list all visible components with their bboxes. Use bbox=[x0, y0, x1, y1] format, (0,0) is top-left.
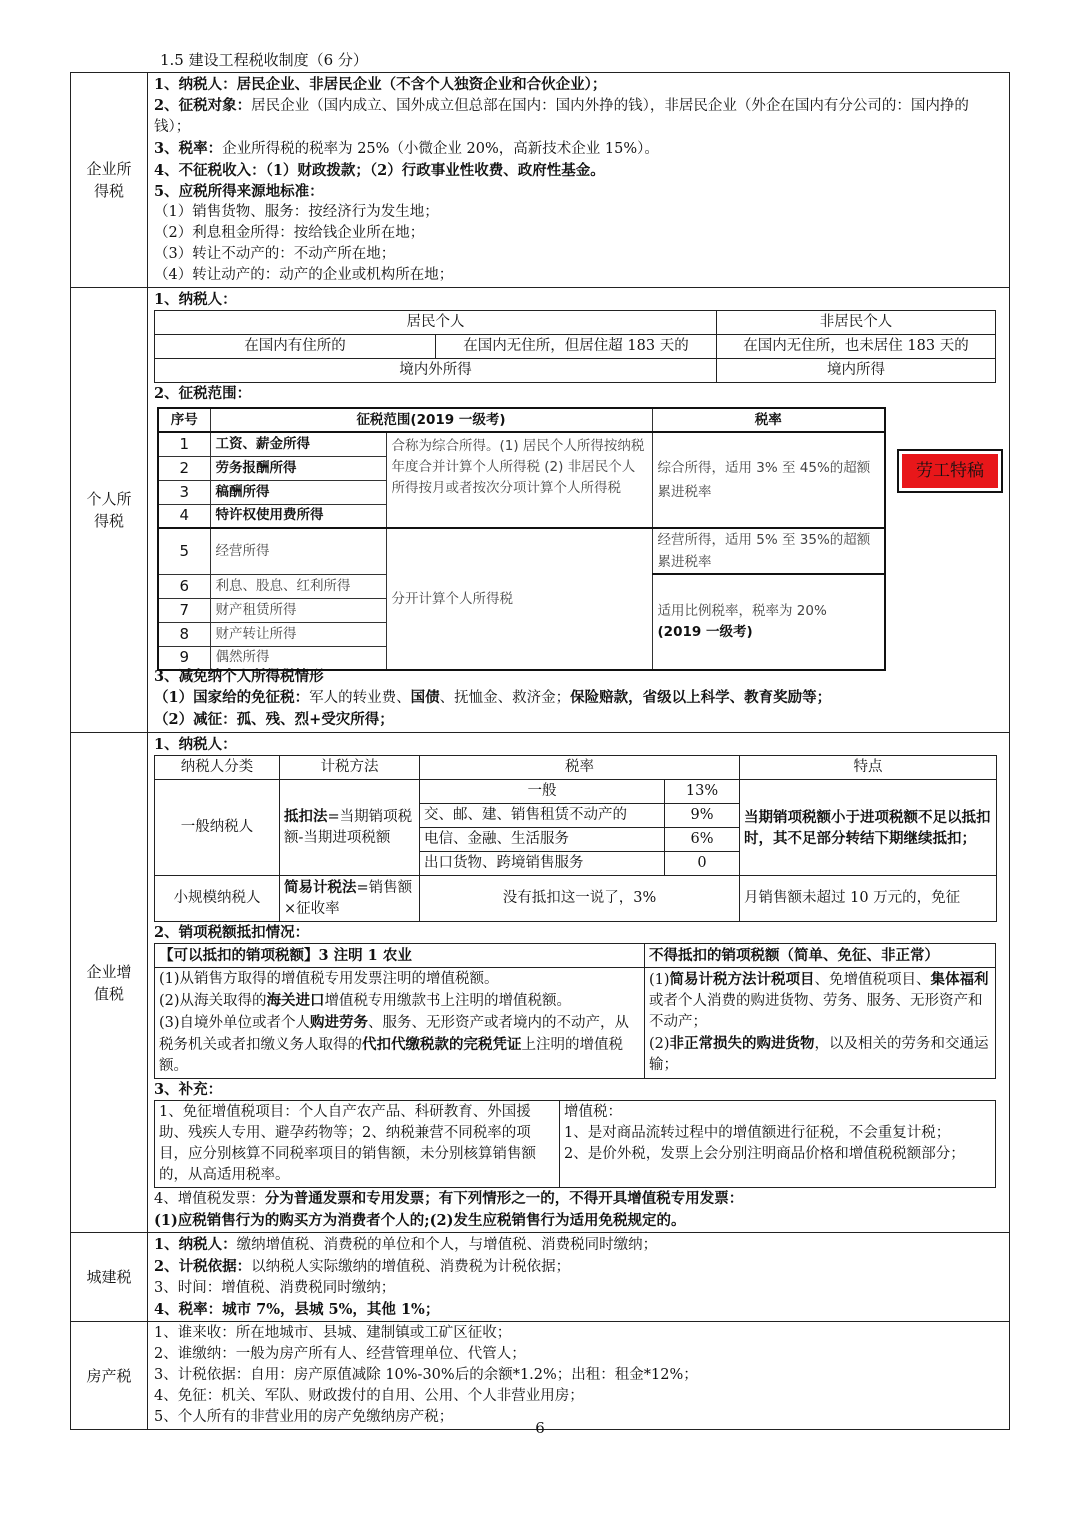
small-feature: 月销售额未超过 10 万元的，免征 bbox=[740, 876, 997, 922]
city-body bbox=[148, 1233, 1010, 1322]
cannot-item-1: (1)简易计税方法计税项目、免增值税项目、集体福利或者个人消费的购进货物、劳务、服务、无形资产和不动产； bbox=[649, 971, 989, 1030]
small-rate: 没有抵扣这一说了，3% bbox=[420, 876, 740, 922]
vat-h-method: 计税方法 bbox=[280, 756, 420, 780]
cit-line-4: 4、不征税收入：（1）财政拨款；（2）行政事业性收费、政府性基金。 bbox=[154, 162, 605, 179]
property-line-1: 1、谁来收：所在地城市、县城、建制镇或工矿区征收； bbox=[154, 1325, 512, 1341]
img-header-rate: 税率 bbox=[652, 408, 885, 432]
rate-value: 6% bbox=[665, 828, 740, 852]
property-body bbox=[148, 1322, 1010, 1430]
item-name: 财产租赁所得 bbox=[210, 598, 386, 622]
iit-scope-title: 2、征税范围： bbox=[154, 385, 252, 402]
item-name: 经营所得 bbox=[210, 528, 386, 574]
vat-row bbox=[71, 733, 1010, 1233]
resident-183: 在国内无住所，但居住超 183 天的 bbox=[436, 335, 717, 359]
cannot-item-2: (2)非正常损失的购进货物，以及相关的劳务和交通运输； bbox=[649, 1035, 989, 1073]
img-header-scope: 征税范围(2019 一级考) bbox=[210, 408, 652, 432]
rate-item: 交、邮、建、销售租赁不动产的 bbox=[420, 804, 665, 828]
can-item-2: (2)从海关取得的海关进口增值税专用缴款书上注明的增值税额。 bbox=[159, 992, 572, 1009]
rate-item: 出口货物、跨境销售服务 bbox=[420, 852, 665, 876]
item-name: 偶然所得 bbox=[210, 646, 386, 670]
supp-left: 1、免征增值税项目：个人自产农产品、科研教育、外国援助、残疾人专用、避孕药物等；2、纳税兼营不同税率的项目，应分别核算不同税率项目的销售额，未分别核算销售额的，从高适用税率。 bbox=[155, 1101, 560, 1188]
vat-h-rate: 税率 bbox=[420, 756, 740, 780]
city-line-3: 3、时间：增值税、消费税同时缴纳； bbox=[154, 1280, 396, 1296]
general-taxpayer: 一般纳税人 bbox=[155, 780, 280, 876]
can-item-3: (3)自境外单位或者个人购进劳务、服务、无形资产或者境内的不动产，从税务机关或者扣缴义务人取得的代扣代缴税款的完税凭证上注明的增值税额。 bbox=[159, 1014, 630, 1074]
item-no: 2 bbox=[158, 456, 210, 480]
vat-invoice-cases: (1)应税销售行为的购买方为消费者个人的;(2)发生应税销售行为适用免税规定的。 bbox=[154, 1212, 686, 1229]
nonresident-183: 在国内无住所，也未居住 183 天的 bbox=[717, 335, 996, 359]
vat-body bbox=[148, 733, 1010, 1233]
cit-line-2: 2、征税对象：居民企业（国内成立、国外成立但总部在国内：国内外挣的钱），非居民企业（外企在国内有分公司的：国内挣的钱）； bbox=[154, 97, 969, 135]
nonresident-scope: 境内所得 bbox=[717, 359, 996, 383]
rate-item: 一般 bbox=[420, 780, 665, 804]
property-row bbox=[71, 1322, 1010, 1430]
can-deduct-title: 【可以抵扣的销项税额】3 注明 1 农业 bbox=[155, 944, 645, 968]
iit-relief-2: （2）减征：孤、残、烈+受灾所得； bbox=[154, 711, 394, 728]
item-name: 特许权使用费所得 bbox=[210, 504, 386, 528]
cit-row bbox=[71, 73, 1010, 288]
vat-supp-title: 3、补充： bbox=[154, 1081, 223, 1098]
property-line-5: 5、个人所有的非营业用的房产免缴纳房产税； bbox=[154, 1409, 454, 1425]
vat-category: 企业增值税 bbox=[71, 733, 148, 1233]
vat-h-feature: 特点 bbox=[740, 756, 997, 780]
item-name: 财产转让所得 bbox=[210, 622, 386, 646]
cit-body bbox=[148, 73, 1010, 288]
tax-system-table bbox=[70, 72, 1010, 1430]
vat-taxpayer-table bbox=[154, 755, 997, 922]
cit-category: 企业所得税 bbox=[71, 73, 148, 288]
supp-right bbox=[560, 1101, 996, 1188]
iit-relief-title: 3、减免纳个人所得税情形 bbox=[154, 668, 324, 685]
item-no: 8 bbox=[158, 622, 210, 646]
city-row bbox=[71, 1233, 1010, 1322]
page-number: 6 bbox=[535, 1419, 545, 1437]
cit-line-7: （2）利息租金所得：按给钱企业所在地； bbox=[154, 225, 425, 241]
nonresident-header: 非居民个人 bbox=[717, 311, 996, 335]
combined-desc: 合称为综合所得。(1) 居民个人所得按纳税年度合并计算个人所得税 (2) 非居民个人所得按月或者按次分项计算个人所得税 bbox=[386, 432, 652, 528]
supp-right-0: 增值税： bbox=[564, 1104, 622, 1120]
city-line-1: 1、纳税人：缴纳增值税、消费税的单位和个人，与增值税、消费税同时缴纳； bbox=[154, 1236, 658, 1253]
item-name: 工资、薪金所得 bbox=[210, 432, 386, 456]
small-method: 简易计税法=销售额×征收率 bbox=[280, 876, 420, 922]
supp-right-1: 1、是对商品流转过程中的增值额进行征税，不会重复计税； bbox=[564, 1125, 951, 1141]
item-no: 6 bbox=[158, 574, 210, 598]
iit-scope-figure bbox=[154, 404, 1003, 666]
item-no: 5 bbox=[158, 528, 210, 574]
vat-h-class: 纳税人分类 bbox=[155, 756, 280, 780]
rate-value: 9% bbox=[665, 804, 740, 828]
rate-value: 0 bbox=[665, 852, 740, 876]
business-rate: 经营所得，适用 5% 至 35%的超额累进税率 bbox=[652, 528, 885, 574]
resident-domicile: 在国内有住所的 bbox=[155, 335, 436, 359]
resident-scope: 境内外所得 bbox=[155, 359, 717, 383]
rate-item: 电信、金融、生活服务 bbox=[420, 828, 665, 852]
iit-resident-table bbox=[154, 310, 996, 383]
small-taxpayer: 小规模纳税人 bbox=[155, 876, 280, 922]
can-deduct-body bbox=[155, 968, 645, 1079]
resident-header: 居民个人 bbox=[155, 311, 717, 335]
section-title: 1.5 建设工程税收制度（6 分） bbox=[160, 51, 368, 69]
property-line-4: 4、免征：机关、军队、财政拨付的自用、公用、个人非营业用房； bbox=[154, 1388, 584, 1404]
cit-line-8: （3）转让不动产的：不动产所在地； bbox=[154, 246, 396, 262]
rate-value: 13% bbox=[665, 780, 740, 804]
property-line-3: 3、计税依据：自用：房产原值减除 10%-30%后的余额*1.2%；出租：租金*12%； bbox=[154, 1367, 698, 1383]
flat-rate-text: 适用比例税率，税率为 20% bbox=[657, 603, 827, 619]
iit-category: 个人所得税 bbox=[71, 288, 148, 733]
combined-rate: 综合所得，适用 3% 至 45%的超额累进税率 bbox=[652, 432, 885, 528]
cit-line-6: （1）销售货物、服务：按经济行为发生地； bbox=[154, 204, 439, 220]
general-feature: 当期销项税额小于进项税额不足以抵扣时，其不足部分转结下期继续抵扣； bbox=[740, 780, 997, 876]
property-line-2: 2、谁缴纳：一般为房产所有人、经营管理单位、代管人； bbox=[154, 1346, 526, 1362]
vat-supp-table bbox=[154, 1100, 996, 1188]
cit-line-9: （4）转让动产的：动产的企业或机构所在地； bbox=[154, 267, 454, 283]
item-no: 3 bbox=[158, 480, 210, 504]
cit-line-5: 5、应税所得来源地标准： bbox=[154, 183, 324, 200]
item-no: 7 bbox=[158, 598, 210, 622]
cannot-deduct-body bbox=[645, 968, 996, 1079]
cannot-deduct-title: 不得抵扣的销项税额（简单、免征、非正常） bbox=[645, 944, 996, 968]
vat-taxpayer-title: 1、纳税人： bbox=[154, 736, 237, 753]
iit-scope-table bbox=[157, 407, 886, 671]
can-item-1: (1)从销售方取得的增值税专用发票注明的增值税额。 bbox=[159, 971, 499, 987]
city-line-2: 2、计税依据：以纳税人实际缴纳的增值税、消费税为计税依据； bbox=[154, 1258, 571, 1275]
cit-line-3: 3、税率：企业所得税的税率为 25%（小微企业 20%，高新技术企业 15%）。 bbox=[154, 140, 659, 157]
supp-right-2: 2、是价外税，发票上会分别注明商品价格和增值税税额部分； bbox=[564, 1146, 965, 1162]
city-category: 城建税 bbox=[71, 1233, 148, 1322]
labor-stamp: 劳工特稿 bbox=[897, 449, 1003, 493]
iit-row bbox=[71, 288, 1010, 733]
city-line-4: 4、税率：城市 7%，县城 5%，其他 1%； bbox=[154, 1301, 440, 1318]
item-no: 4 bbox=[158, 504, 210, 528]
iit-taxpayer-title: 1、纳税人： bbox=[154, 291, 237, 308]
item-no: 1 bbox=[158, 432, 210, 456]
vat-invoice-line: 4、增值税发票：分为普通发票和专用发票；有下列情形之一的，不得开具增值税专用发票： bbox=[154, 1190, 744, 1207]
item-no: 9 bbox=[158, 646, 210, 670]
vat-deduct-title: 2、销项税额抵扣情况： bbox=[154, 924, 310, 941]
cit-line-1: 1、纳税人：居民企业、非居民企业（不含个人独资企业和合伙企业）； bbox=[154, 76, 607, 93]
item-name: 利息、股息、红利所得 bbox=[210, 574, 386, 598]
iit-relief-1: （1）国家给的免征税：军人的转业费、国债、抚恤金、救济金；保险赔款，省级以上科学、教育奖励等； bbox=[154, 689, 832, 706]
img-header-no: 序号 bbox=[158, 408, 210, 432]
general-method: 抵扣法=当期销项税额-当期进项税额 bbox=[280, 780, 420, 876]
vat-deduct-table bbox=[154, 943, 996, 1079]
iit-body bbox=[148, 288, 1010, 733]
property-category: 房产税 bbox=[71, 1322, 148, 1430]
separate-desc: 分开计算个人所得税 bbox=[386, 528, 652, 670]
item-name: 劳务报酬所得 bbox=[210, 456, 386, 480]
flat-rate-note: (2019 一级考) bbox=[657, 624, 753, 640]
flat-rate bbox=[652, 574, 885, 670]
item-name: 稿酬所得 bbox=[210, 480, 386, 504]
